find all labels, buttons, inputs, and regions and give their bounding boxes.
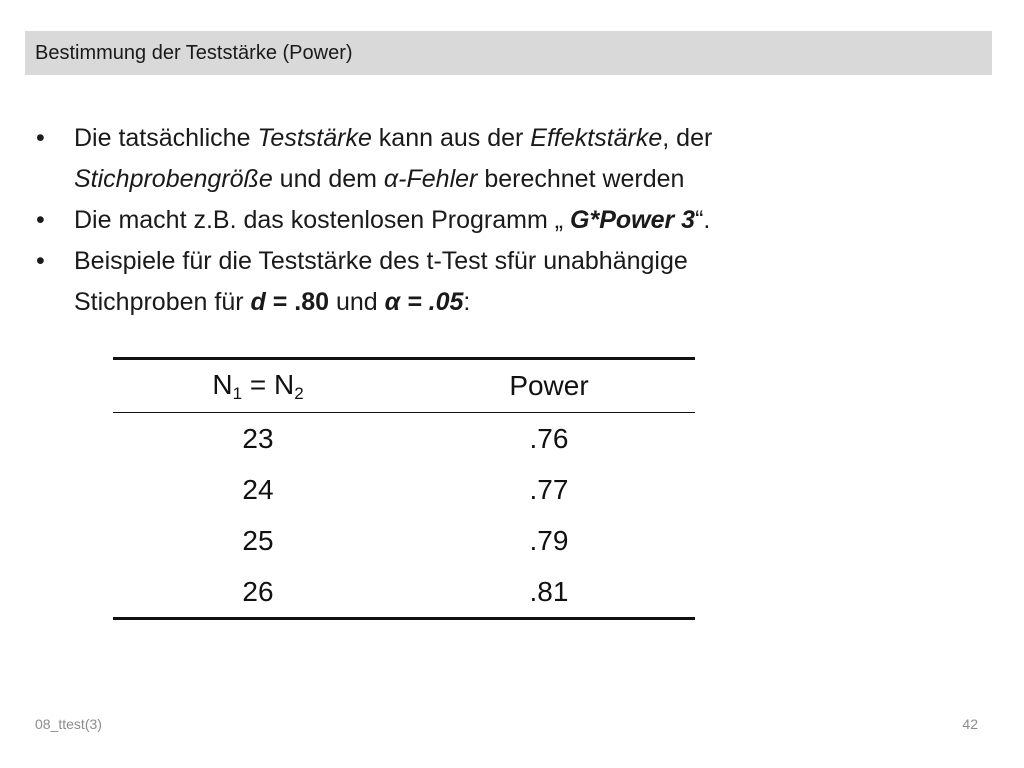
page-number: 42 [962,716,978,732]
bullet-dot-icon: • [36,206,45,234]
table-row [113,566,695,619]
text-span: , der [662,124,713,152]
bullet-line [74,282,936,323]
cell-n: 25 [242,524,274,556]
header-n: N [212,368,233,400]
cell-n: 23 [242,422,274,454]
cell-n: 24 [242,473,274,505]
cell-n: 26 [242,575,274,607]
power-table [113,357,695,620]
footer-filename: 08_ttest(3) [35,716,102,732]
text-span: : [463,288,471,316]
text-span: kann aus der [371,124,531,152]
emphasis-stichprobengroesse: Stichprobengröße [74,165,273,193]
text-span: und dem [272,165,384,193]
bullet-item [36,118,936,200]
bullet-line [74,118,936,159]
cell-power: .77 [529,473,569,505]
header-sub-1: 1 [232,383,243,403]
bullet-line [74,241,936,282]
table-header-row [113,359,695,413]
cell-power: .76 [529,422,569,454]
table-row [113,515,695,566]
text-span: “. [695,206,711,234]
table-row [113,464,695,515]
emphasis-effektstaerke: Effektstärke [530,124,663,152]
emphasis-gpower: G*Power 3 [570,206,696,234]
text-span: Die tatsächliche [74,124,258,152]
bullet-line [74,200,936,241]
slide-title-bar [25,31,992,75]
header-power: Power [509,370,589,401]
text-span: berechnet werden [477,165,685,193]
emphasis-d: d [250,288,266,316]
table-row [113,413,695,465]
bullet-list [36,118,936,323]
text-span: Stichproben für [74,288,251,316]
bullet-dot-icon: • [36,247,45,275]
header-sample-size [113,359,403,413]
emphasis-teststaerke: Teststärke [257,124,372,152]
bullet-line [74,159,936,200]
bullet-item [36,200,936,241]
text-span: Beispiele für die Teststärke des t-Test sfür unabhängige [74,247,688,275]
slide-title: Bestimmung der Teststärke (Power) [35,41,353,64]
header-sub-2: 2 [294,383,304,403]
bullet-dot-icon: • [36,124,45,152]
emphasis-d-value: = .80 [265,288,330,316]
text-span: und [329,288,385,316]
table-header [113,359,695,413]
bullet-item [36,241,936,323]
text-span: Die macht z.B. das kostenlosen Programm „ [74,206,571,234]
header-eq: = N [242,368,295,400]
emphasis-alpha-fehler: α-Fehler [383,165,478,193]
cell-power: .81 [529,575,569,607]
cell-power: .79 [529,524,569,556]
emphasis-alpha: α = .05 [384,288,464,316]
table-body [113,413,695,619]
